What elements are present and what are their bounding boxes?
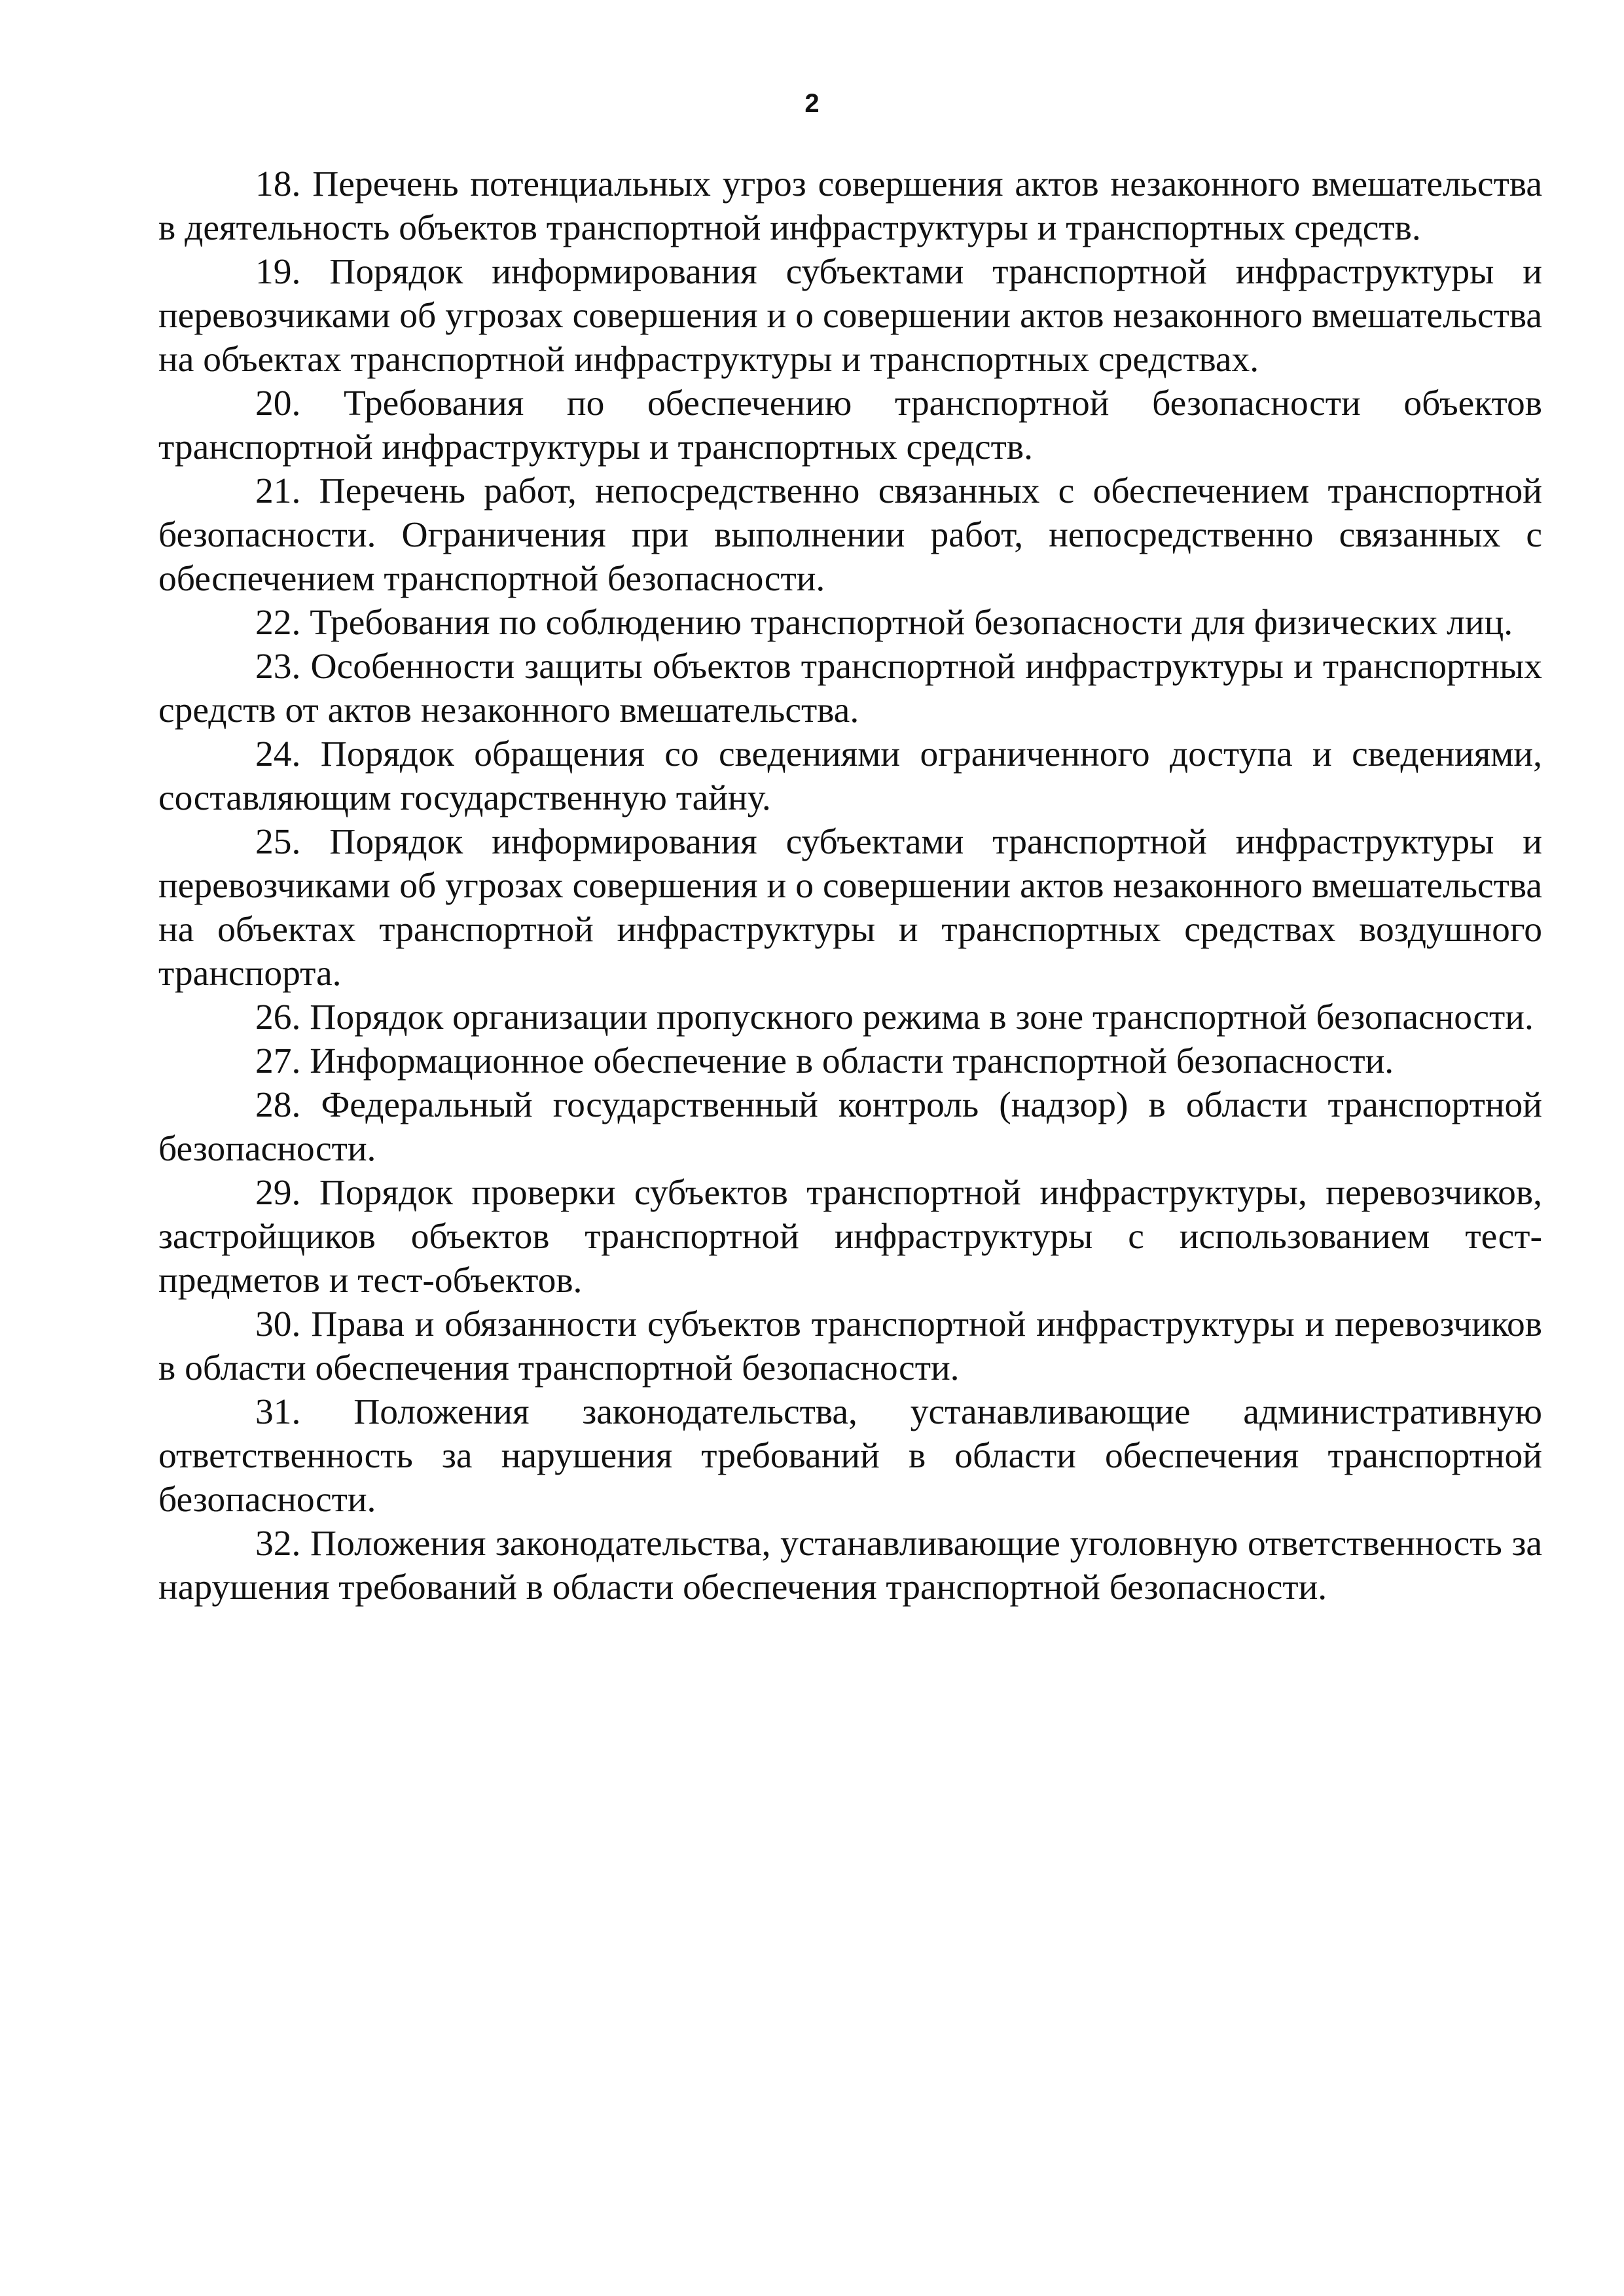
list-item-19: 19. Порядок информирования субъектами транспортной инфраструктуры и перевозчиками об угрозах совершения и о совершении актов незаконного вмешательства на объектах транспортной инфраструктуры и транспортных средствах. xyxy=(158,252,1542,380)
list-item-32: 32. Положения законодательства, устанавливающие уголовную ответственность за нарушения требований в области обеспечения транспортной безопасности. xyxy=(158,1524,1542,1607)
page-number: 2 xyxy=(804,89,820,118)
list-item-27: 27. Информационное обеспечение в области транспортной безопасности. xyxy=(255,1041,1394,1081)
list-item-31: 31. Положения законодательства, устанавливающие административную ответственность за нарушения требований в области обеспечения транспортной безопасности. xyxy=(158,1392,1542,1520)
list-item-29: 29. Порядок проверки субъектов транспортной инфраструктуры, перевозчиков, застройщиков объектов транспортной инфраструктуры с использованием тест-предметов и тест-объектов. xyxy=(158,1173,1542,1300)
list-item-30: 30. Права и обязанности субъектов транспортной инфраструктуры и перевозчиков в области обеспечения транспортной безопасности. xyxy=(158,1304,1542,1388)
list-item-20: 20. Требования по обеспечению транспортной безопасности объектов транспортной инфраструктуры и транспортных средств. xyxy=(158,384,1542,467)
list-item-24: 24. Порядок обращения со сведениями ограниченного доступа и сведениями, составляющим государственную тайну. xyxy=(158,734,1542,818)
list-item-25: 25. Порядок информирования субъектами транспортной инфраструктуры и перевозчиками об угрозах совершения и о совершении актов незаконного вмешательства на объектах транспортной инфраструктуры и транспортных средствах воздушного транспорта. xyxy=(158,822,1542,994)
list-item-18: 18. Перечень потенциальных угроз совершения актов незаконного вмешательства в деятельность объектов транспортной инфраструктуры и транспортных средств. xyxy=(158,164,1542,248)
list-item-22: 22. Требования по соблюдению транспортной безопасности для физических лиц. xyxy=(255,603,1513,643)
list-item-21: 21. Перечень работ, непосредственно связанных с обеспечением транспортной безопасности. Ограничения при выполнении работ, непосредственно связанных с обеспечением транспортной безопасности. xyxy=(158,471,1542,599)
list-item-26: 26. Порядок организации пропускного режима в зоне транспортной безопасности. xyxy=(255,997,1534,1037)
list-item-23: 23. Особенности защиты объектов транспортной инфраструктуры и транспортных средств от актов незаконного вмешательства. xyxy=(158,647,1542,730)
numbered-list xyxy=(158,162,1542,1609)
list-item-28: 28. Федеральный государственный контроль (надзор) в области транспортной безопасности. xyxy=(158,1085,1542,1169)
